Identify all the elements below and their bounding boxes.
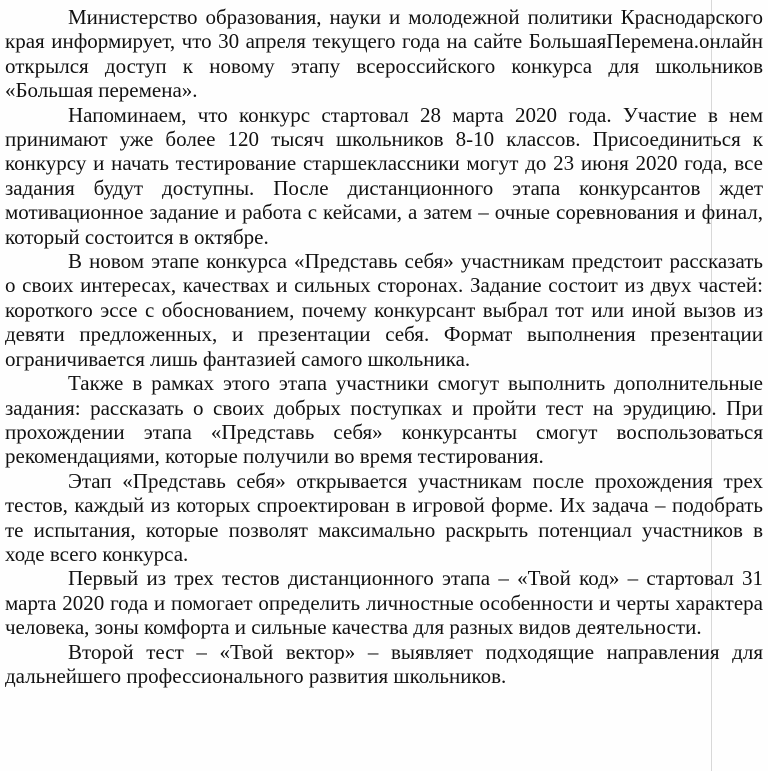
- paragraph-first-test: Первый из трех тестов дистанционного этапа – «Твой код» – стартовал 31 марта 2020 года и помогает определить личностные особенности и черты характера человека, зоны комфорта и сильные качества для разных видов деятельности.: [5, 566, 763, 640]
- paragraph-announcement: Министерство образования, науки и молодежной политики Краснодарского края информирует, что 30 апреля текущего года на сайте БольшаяПеремена.онлайн открылся доступ к новому этапу всероссийского конкурса для школьников «Большая перемена».: [5, 5, 763, 103]
- paragraph-stage-opening: Этап «Представь себя» открывается участникам после прохождения трех тестов, каждый из которых спроектирован в игровой форме. Их задача – подобрать те испытания, которые позволят максимально раскрыть потенциал участников в ходе всего конкурса.: [5, 468, 763, 566]
- document-body: [5, 5, 763, 688]
- paragraph-second-test: Второй тест – «Твой вектор» – выявляет подходящие направления для дальнейшего профессионального развития школьников.: [5, 639, 763, 688]
- paragraph-additional-tasks: Также в рамках этого этапа участники смогут выполнить дополнительные задания: рассказать о своих добрых поступках и пройти тест на эрудицию. При прохождении этапа «Представь себя» конкурсанты смогут воспользоваться рекомендациями, которые получили во время тестирования.: [5, 371, 763, 469]
- paragraph-contest-start: Напоминаем, что конкурс стартовал 28 марта 2020 года. Участие в нем принимают уже более 120 тысяч школьников 8-10 классов. Присоединиться к конкурсу и начать тестирование старшеклассники могут до 23 июня 2020 года, все задания будут доступны. После дистанционного этапа конкурсантов ждет мотивационное задание и работа с кейсами, а затем – очные соревнования и финал, который состоится в октябре.: [5, 102, 763, 249]
- paragraph-new-stage: В новом этапе конкурса «Представь себя» участникам предстоит рассказать о своих интересах, качествах и сильных сторонах. Задание состоит из двух частей: короткого эссе с обоснованием, почему конкурсант выбрал тот или иной вызов из девяти предложенных, и презентации себя. Формат выполнения презентации ограничивается лишь фантазией самого школьника.: [5, 249, 763, 371]
